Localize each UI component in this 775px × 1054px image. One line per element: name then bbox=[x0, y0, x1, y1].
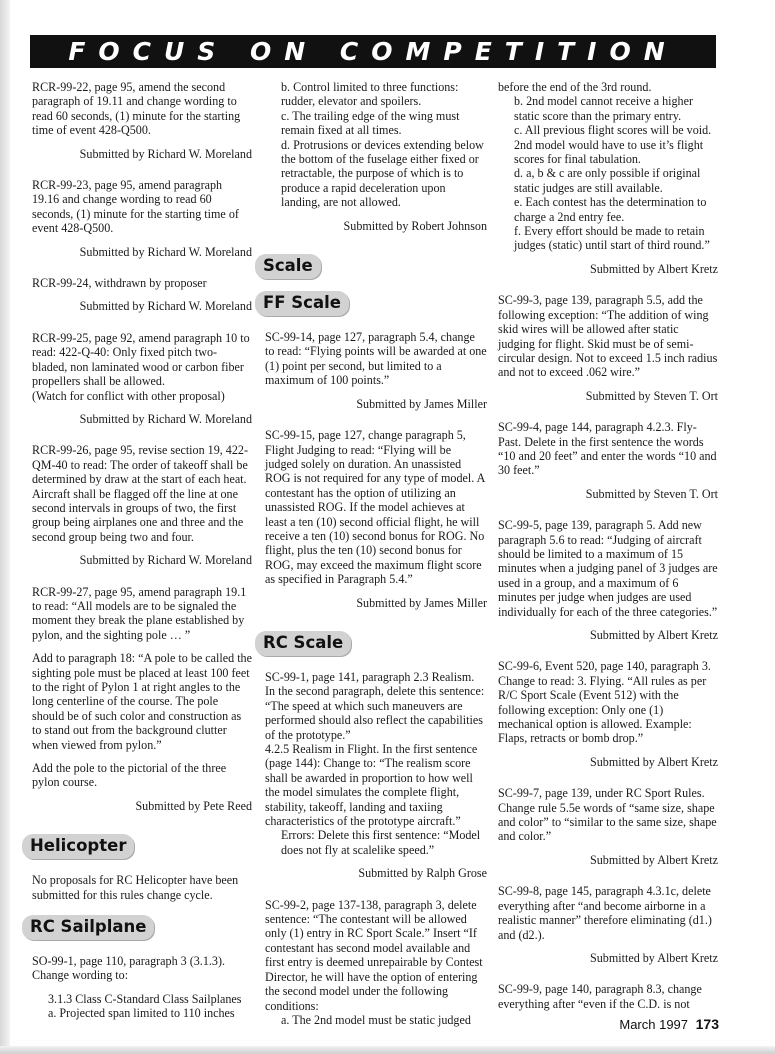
proposal-sc-99-9: SC-99-9, page 140, paragraph 8.3, change everything after “even if the C.D. is not bbox=[498, 982, 702, 1011]
rule-item: c. All previous flight scores will be void. 2nd model would have to use it’s flight scores for final tabulation. bbox=[514, 123, 712, 167]
proposal-so-99-1: SO-99-1, page 110, paragraph 3 (3.1.3). Change wording to: bbox=[32, 954, 225, 983]
proposal-sc-99-6: SC-99-6, Event 520, page 140, paragraph 3. Change to read: 3. Flying. “All rules as per R/C Sport Scale (Event 512) with the following exception: Only one (1) mechanical option is allowed. Example: Flaps, retracts or bomb drop.” bbox=[498, 659, 711, 746]
rule-line: 3.1.3 Class C-Standard Class Sailplanes bbox=[48, 991, 242, 1006]
submitted-by: Submitted by Richard W. Moreland bbox=[79, 146, 252, 161]
submitted-by: Submitted by Steven T. Ort bbox=[585, 388, 718, 403]
heading-ff-scale: FF Scale bbox=[255, 291, 349, 316]
column-1 bbox=[32, 80, 252, 1021]
proposal-text: Add the pole to the pictorial of the three pylon course. bbox=[32, 761, 227, 790]
rule-item: d. a, b & c are only possible if original static judges are still available. bbox=[514, 166, 701, 195]
rule-item: c. The trailing edge of the wing must remain fixed at all times. bbox=[281, 108, 460, 138]
proposal-rcr-99-24: RCR-99-24, withdrawn by proposer bbox=[32, 276, 207, 291]
submitted-by: Submitted by Richard W. Moreland bbox=[79, 411, 252, 426]
page-footer bbox=[619, 1016, 719, 1032]
proposal-sc-99-8: SC-99-8, page 145, paragraph 4.3.1c, delete everything after “and become airborne in a realistic manner” therefore eliminating (d1.) and (d2.). bbox=[498, 884, 712, 942]
proposal-rcr-99-22: RCR-99-22, page 95, amend the second paragraph of 19.11 and change wording to read 60 seconds, (1) minute for the starting time of event 428-Q500. bbox=[32, 80, 241, 138]
proposal-note: (Watch for conflict with other proposal) bbox=[32, 388, 225, 403]
rule-item: b. Control limited to three functions: rudder, elevator and spoilers. bbox=[281, 80, 459, 109]
rule-text bbox=[32, 992, 252, 1021]
proposal-text: Add to paragraph 18: “A pole to be called the sighting pole must be placed at least 100 feet to the right of Pylon 1 at right angles to the long centerline of the course. The pole should be of such color and construction as to stand out from the background clutter when viewed from pylon.” bbox=[32, 651, 252, 752]
page-edge-shadow bbox=[0, 1046, 775, 1054]
proposal-sc-99-5: SC-99-5, page 139, paragraph 5. Add new paragraph 5.6 to read: “Judging of aircraft should be limited to a maximum of 15 minutes when a judging panel of 3 judges are used in a group, and a maximum of 6 minutes per judge when judges are used individually for each of the three categories.” bbox=[498, 518, 718, 619]
proposal-sc-99-15: SC-99-15, page 127, change paragraph 5, Flight Judging to read: “Flying will be judged solely on duration. An unassisted ROG is not required for any type of model. A contestant has the option of utilizing an unassisted ROG. If the model achieves at least a ten (10) second official flight, he will receive a ten (10) second bonus for ROG. No flight, plus the ten (10) second bonus for ROG, may exceed the maximum flight score as specified in Paragraph 5.4.” bbox=[265, 428, 485, 587]
helicopter-note: No proposals for RC Helicopter have been submitted for this rules change cycle. bbox=[32, 873, 239, 902]
column-3 bbox=[498, 80, 718, 1020]
rule-item: before the end of the 3rd round. bbox=[498, 80, 652, 94]
submitted-by: Submitted by Richard W. Moreland bbox=[79, 244, 252, 259]
section-banner: FOCUS ON COMPETITION bbox=[30, 35, 716, 68]
submitted-by: Submitted by Albert Kretz bbox=[590, 950, 718, 965]
proposal-rcr-99-26: RCR-99-26, page 95, revise section 19, 422-QM-40 to read: The order of takeoff shall be determined by draw at the start of each heat. Aircraft shall be flagged off the line at one second intervals in groups of two, the first group being airplanes one and three and the second group being two and four. bbox=[32, 443, 248, 544]
page-number: 173 bbox=[695, 1016, 719, 1032]
submitted-by: Submitted by Richard W. Moreland bbox=[79, 299, 252, 314]
heading-rc-scale: RC Scale bbox=[255, 631, 351, 656]
proposal-rcr-99-23: RCR-99-23, page 95, amend paragraph 19.16 and change wording to read 60 seconds, (1) minute for the starting time of event 428-Q500. bbox=[32, 178, 239, 236]
proposal-rcr-99-25: RCR-99-25, page 92, amend paragraph 10 to read: 422-Q-40: Only fixed pitch two-bladed, non laminated wood or carbon fiber propellers shall be allowed. bbox=[32, 330, 250, 389]
submitted-by: Submitted by Steven T. Ort bbox=[585, 486, 718, 501]
proposal-rcr-99-27: RCR-99-27, page 95, amend paragraph 19.1 to read: “All models are to be signaled the moment they break the plane established by pylon, and the sighting pole … ” bbox=[32, 584, 247, 642]
rule-item: a. The 2nd model must be static judged bbox=[281, 1012, 471, 1027]
rule-item: f. Every effort should be made to retain judges (static) until start of third round.” bbox=[514, 224, 710, 253]
column-2 bbox=[265, 80, 487, 1036]
rule-line: a. Projected span limited to 110 inches bbox=[48, 1006, 235, 1021]
proposal-sc-99-2: SC-99-2, page 137-138, paragraph 3, delete sentence: “The contestant will be allowed only (1) entry in RC Sport Scale.” Insert “If contestant has second model available and first entry is deemed unrepairable by Contest Director, he will have the option of entering the second model under the following conditions: bbox=[265, 897, 483, 1013]
submitted-by: Submitted by Albert Kretz bbox=[590, 852, 718, 867]
proposal-sc-99-4: SC-99-4, page 144, paragraph 4.2.3. Fly-Past. Delete in the first sentence the words “10 and 20 feet” and enter the words “10 and 30 feet.” bbox=[498, 420, 717, 478]
submitted-by: Submitted by Albert Kretz bbox=[590, 628, 718, 642]
submitted-by: Submitted by Pete Reed bbox=[135, 798, 252, 813]
issue-date: March 1997 bbox=[619, 1017, 689, 1032]
rule-item: d. Protrusions or devices extending below the bottom of the fuselage either fixed or retractable, the purpose of which is to produce a rapid deceleration upon landing, are not allowed. bbox=[281, 137, 484, 210]
submitted-by: Submitted by Ralph Grose bbox=[358, 866, 487, 881]
heading-scale: Scale bbox=[255, 254, 321, 279]
submitted-by: Submitted by Albert Kretz bbox=[590, 754, 718, 769]
submitted-by: Submitted by Richard W. Moreland bbox=[79, 553, 252, 568]
submitted-by: Submitted by Albert Kretz bbox=[590, 261, 718, 276]
submitted-by: Submitted by Robert Johnson bbox=[343, 218, 487, 233]
proposal-sc-99-7: SC-99-7, page 139, under RC Sport Rules. Change rule 5.5e words of “same size, shape and color” to “similar to the same size, shape and color.” bbox=[498, 786, 717, 844]
proposal-sc-99-1: SC-99-1, page 141, paragraph 2.3 Realism. In the second paragraph, delete this sentence: “The speed at which such maneuvers are performed should also reflect the capabilities of the prototype.” bbox=[265, 669, 485, 742]
heading-rc-sailplane: RC Sailplane bbox=[22, 915, 154, 940]
proposal-text: Errors: Delete this first sentence: “Model does not fly at scalelike speed.” bbox=[281, 828, 481, 857]
proposal-sc-99-3: SC-99-3, page 139, paragraph 5.5, add the following exception: “The addition of wing skid wires will be allowed after static judging for flight. Skid must be of semi-circular design. Not to exceed 1.5 inch radius and not to exceed .062 wire.” bbox=[498, 293, 718, 380]
page-edge-shadow bbox=[0, 0, 10, 1054]
proposal-text: 4.2.5 Realism in Flight. In the first sentence (page 144): Change to: “The realism score shall be awarded in proportion to how well the model simulates the complete flight, stability, takeoff, landing and taxiing characteristics of the prototype aircraft.” bbox=[265, 742, 478, 829]
rule-item: b. 2nd model cannot receive a higher static score than the primary entry. bbox=[514, 94, 693, 123]
submitted-by: Submitted by James Miller bbox=[356, 595, 487, 610]
rule-item: e. Each contest has the determination to charge a 2nd entry fee. bbox=[514, 195, 707, 224]
proposal-sc-99-14: SC-99-14, page 127, paragraph 5.4, change to read: “Flying points will be awarded at one (1) point per second, but limited to a maximum of 100 points.” bbox=[265, 330, 487, 388]
submitted-by: Submitted by James Miller bbox=[356, 396, 487, 411]
heading-helicopter: Helicopter bbox=[22, 834, 134, 859]
